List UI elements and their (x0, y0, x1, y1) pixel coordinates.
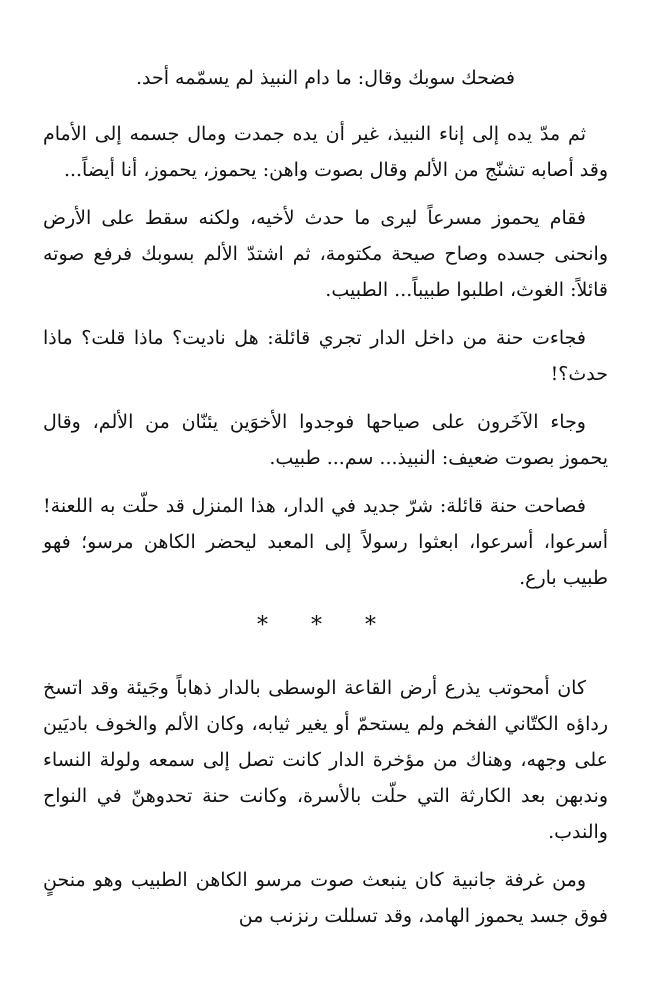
paragraph: فجاءت حنة من داخل الدار تجري قائلة: هل ناديت؟ ماذا قلت؟ ماذا حدث؟! (43, 327, 608, 385)
paragraph: كان أمحوتب يذرع أرض القاعة الوسطى بالدار ذهاباً وجَيئة وقد اتسخ رداؤه الكتّاني الفخم ولم يستحمّ أو يغير ثيابه، وكان الألم والخوف باديَين على وجهه، وهناك من مؤخرة الدار كانت تصل إلى سمعه ولولة النساء وندبهن بعد الكارثة التي حلّت بالأسرة، وكانت حنة تحدوهنّ في النواح والندب. (43, 677, 608, 843)
paragraph: ومن غرفة جانبية كان ينبعث صوت مرسو الكاهن الطبيب وهو منحنٍ فوق جسد يحموز الهامد، وقد تسللت رنزنب من (43, 869, 608, 927)
paragraph: فصاحت حنة قائلة: شرّ جديد في الدار، هذا المنزل قد حلّت به اللعنة! أسرعوا، أسرعوا، ابعثوا رسولاً إلى المعبد ليحضر الكاهن مرسو؛ فهو طبيب بارع. (43, 495, 608, 589)
paragraph: وجاء الآخَرون على صياحها فوجدوا الأخوَين يئنّان من الألم، وقال يحموز بصوت ضعيف: النبيذ... سم... طبيب. (43, 411, 608, 469)
section-separator: * * * (257, 613, 394, 638)
paragraph: فضحك سوبك وقال: ما دام النبيذ لم يسمّمه أحد. (135, 67, 516, 89)
paragraph: ثم مدّ يده إلى إناء النبيذ، غير أن يده جمدت ومال جسمه إلى الأمام وقد أصابه تشنّج من الألم وقال بصوت واهن: يحموز، يحموز، أنا أيضاً... (43, 123, 608, 181)
paragraph: فقام يحموز مسرعاً ليرى ما حدث لأخيه، ولكنه سقط على الأرض وانحنى جسده وصاح صيحة مكتومة، ثم اشتدّ الألم بسوبك فرفع صوته قائلاً: الغوث، اطلبوا طبيباً... الطبيب. (43, 207, 608, 301)
